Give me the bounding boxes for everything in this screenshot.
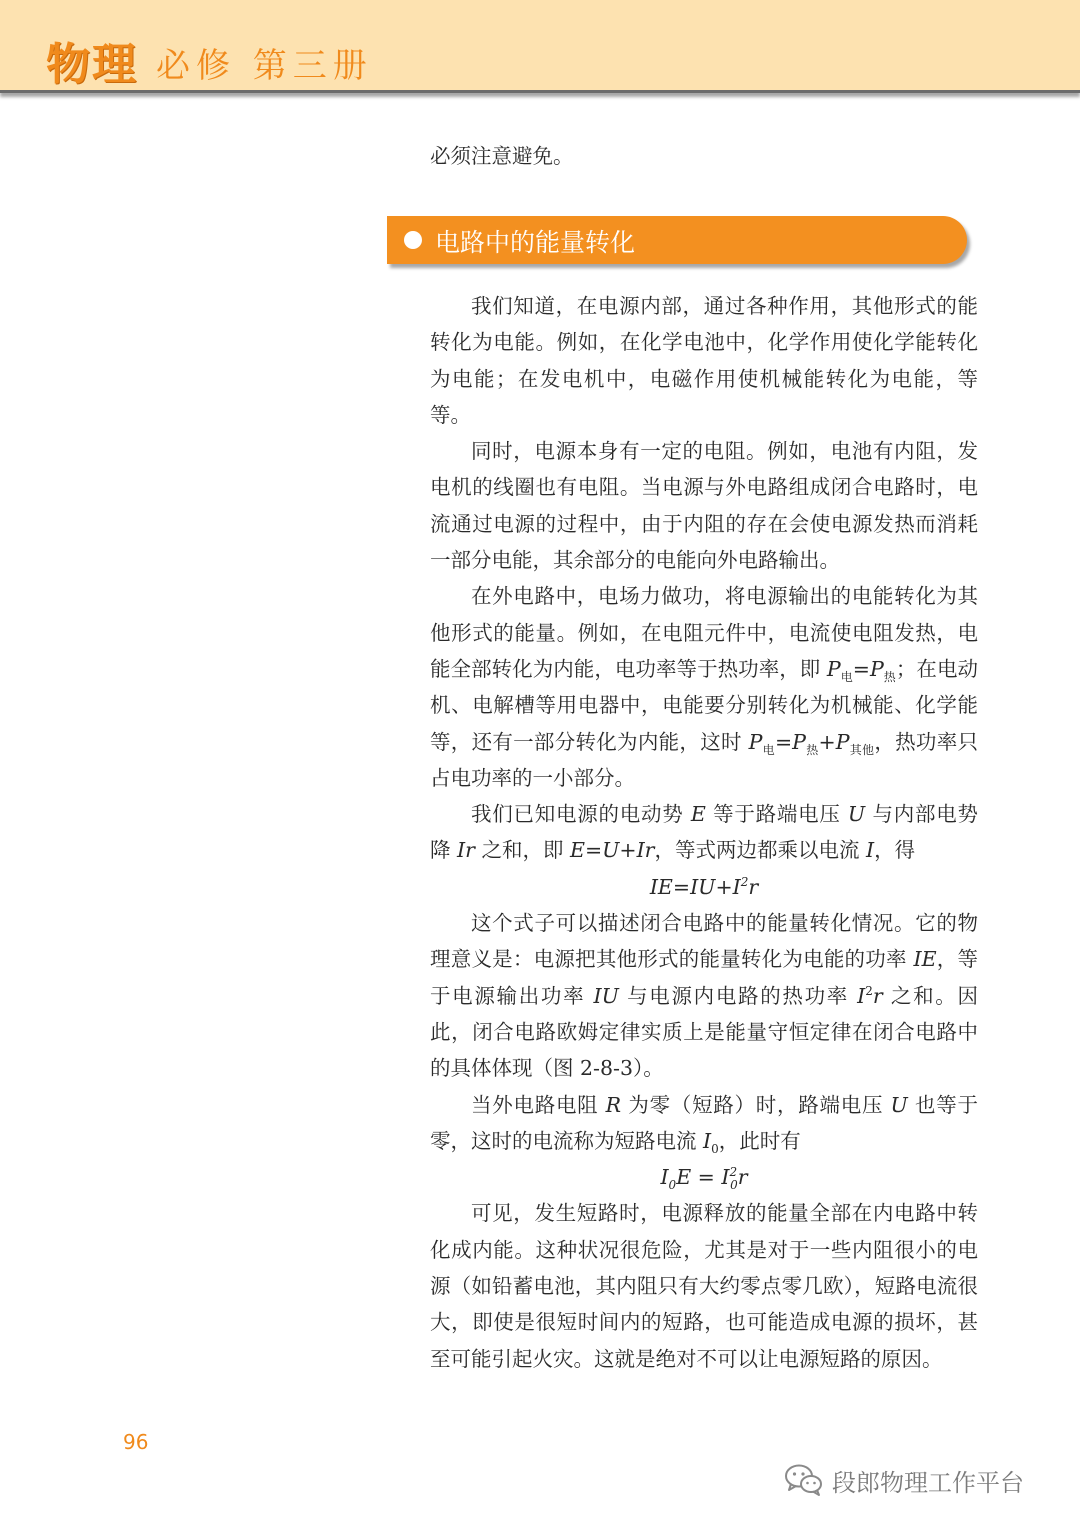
- watermark: [784, 1462, 1024, 1498]
- paragraph-3: 在外电路中，电场力做功，将电源输出的电能转化为其他形式的能量。例如，在电阻元件中，电流使电阻发热，电能全部转化为内能，电功率等于热功率，即 $P_电=P_热$；在电动机、电解槽等用电器中，电能要分别转化为机械能、化学能等，还有一部分转化为内能，这时 $P_电=P_热+P_{其他}$，热功率只占电功率的一小部分。: [430, 584, 978, 790]
- paragraph-7: 可见，发生短路时，电源释放的能量全部在内电路中转化成内能。这种状况很危险，尤其是对于一些内阻很小的电源（如铅蓄电池，其内阻只有大约零点零几欧），短路电流很大，即使是很短时间内的短路，也可能造成电源的损坏，甚至可能引起火灾。这就是绝对不可以让电源短路的原因。: [430, 1201, 978, 1371]
- watermark-text: 段郎物理工作平台: [832, 1468, 1024, 1497]
- section-heading: [387, 216, 967, 264]
- body-text: [430, 288, 978, 1377]
- book-volume: 必修 第三册: [156, 46, 373, 86]
- lead-text: 必须注意避免。: [430, 144, 574, 168]
- paragraph-6: 当外电路电阻 R 为零（短路）时，路端电压 U 也等于零，这时的电流称为短路电流 $I_0$，此时有: [430, 1092, 978, 1156]
- bullet-dot-icon: [404, 231, 422, 249]
- section-title: 电路中的能量转化: [435, 228, 636, 257]
- paragraph-5: 这个式子可以描述闭合电路中的能量转化情况。它的物理意义是：电源把其他形式的能量转化为电能的功率 IE，等于电源输出功率 IU 与电源内电路的热功率 $I^2r$ 之和。因此，闭合电路欧姆定律实质上是能量守恒定律在闭合电路中的具体体现（图 2-8-3）。: [430, 911, 979, 1081]
- paragraph-2: 同时，电源本身有一定的电阻。例如，电池有内阻，发电机的线圈也有电阻。当电源与外电路组成闭合电路时，电流通过电源的过程中，由于内阻的存在会使电源发热而消耗一部分电能，其余部分的电能向外电路输出。: [430, 439, 978, 573]
- equation-2: $I_0E = I^2_0r$: [660, 1165, 748, 1193]
- wechat-icon: [784, 1463, 824, 1497]
- paragraph-1: 我们知道，在电源内部，通过各种作用，其他形式的能转化为电能。例如，在化学电池中，化学作用使化学能转化为电能；在发电机中，电磁作用使机械能转化为电能，等等。: [430, 294, 978, 427]
- paragraph-4: 我们已知电源的电动势 E 等于路端电压 U 与内部电势降 Ir 之和，即 E=U+Ir，等式两边都乘以电流 I，得: [430, 802, 978, 863]
- page-number: 96: [123, 1430, 149, 1454]
- page-header: [0, 0, 1080, 93]
- book-subject: 物理: [46, 39, 138, 90]
- equation-1: $IE=IU+I^2r$: [649, 874, 759, 899]
